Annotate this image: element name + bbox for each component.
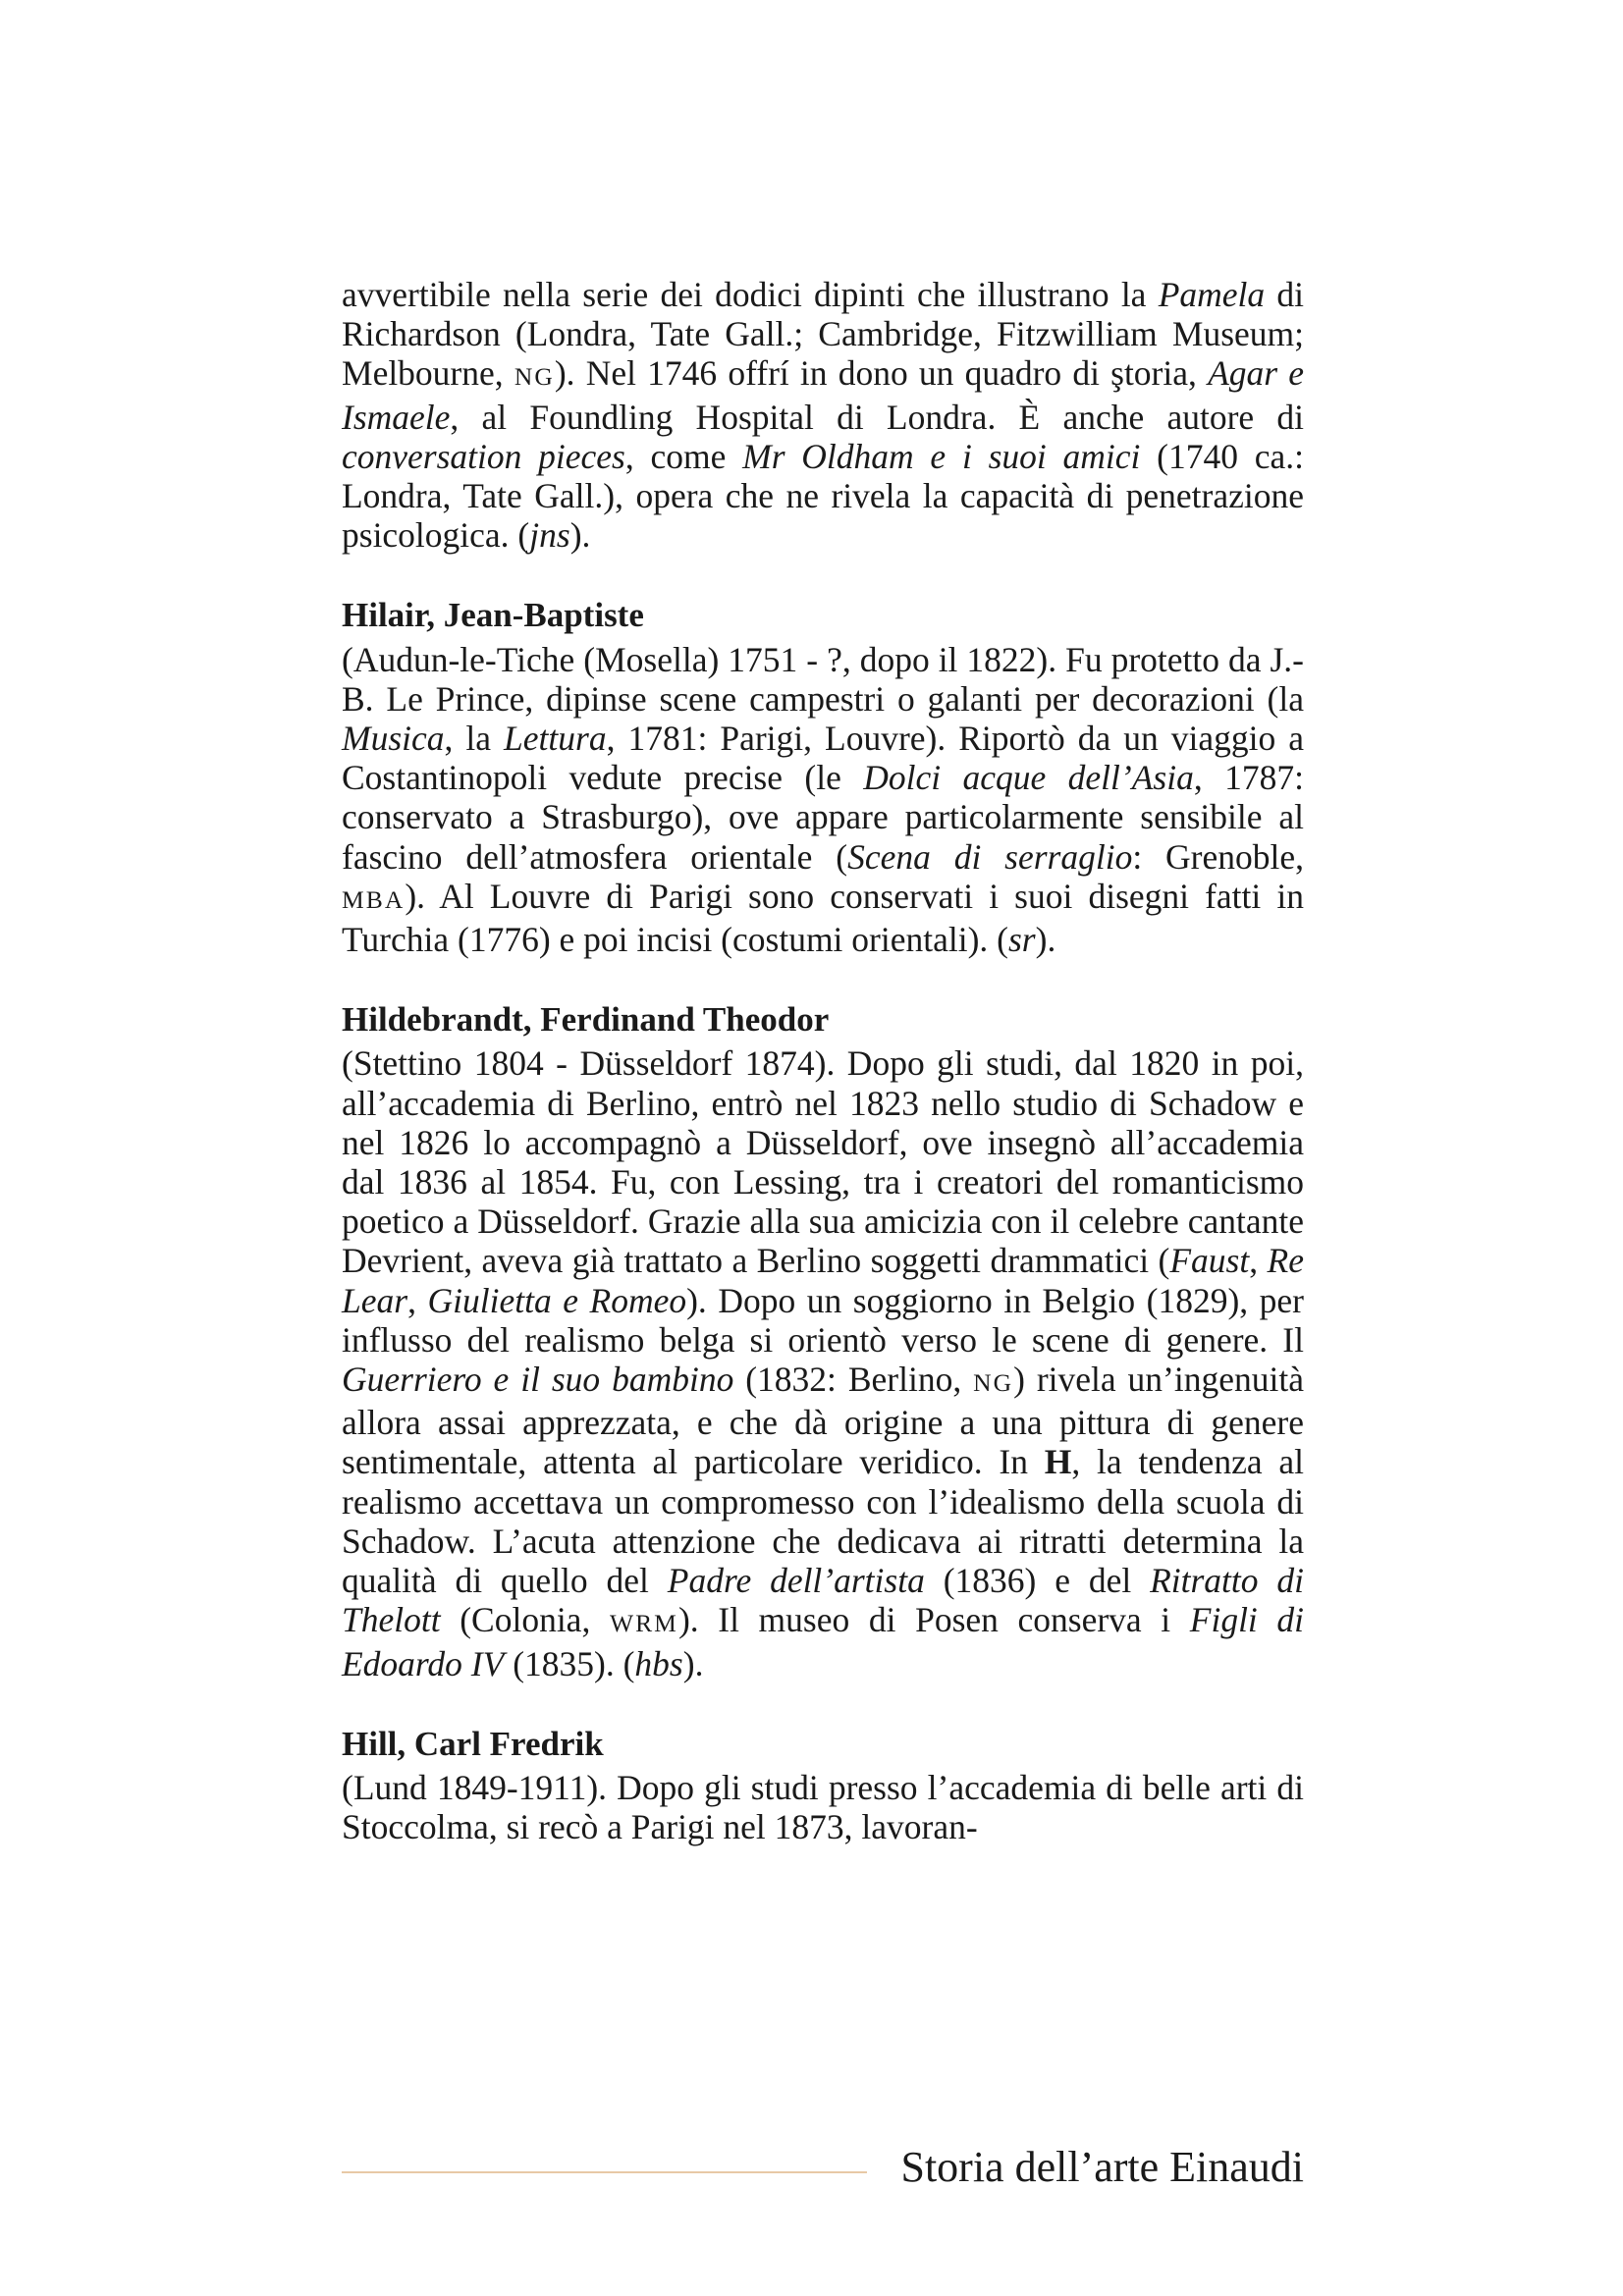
italic-run: Musica xyxy=(342,719,445,759)
italic-run: Scena di serraglio xyxy=(847,836,1133,877)
italic-run: Agar e Ismaele xyxy=(342,353,1304,437)
text-run: ). xyxy=(569,515,591,556)
smallcaps-abbrev: MBA xyxy=(342,884,406,914)
italic-run: Re Lear xyxy=(342,1241,1304,1320)
text-run: (Audun-le-Tiche (Mosella) 1751 - ?, dopo il 1822). Fu protetto da J.-B. Le Prince, dipinse scene campestri o galanti per decorazioni (la xyxy=(342,639,1304,719)
entry-hildebrandt xyxy=(342,1000,1304,1682)
text-run: ) rivela un’ingenuità allora assai apprezzata, e che dà origine a una pittura di genere sentimentale, attenta al particolare veridico. In xyxy=(342,1360,1304,1482)
text-run: ). Al Louvre di Parigi sono conservati i suoi disegni fatti in Turchia (1776) e poi incisi (costumi orientali). ( xyxy=(342,876,1304,960)
text-run: , xyxy=(1249,1241,1268,1281)
italic-run: Dolci acque dell’Asia xyxy=(863,758,1194,798)
text-run: , 1787: conservato a Strasburgo), ove appare particolarmente sensibile al fascino dell’atmosfera orientale ( xyxy=(342,758,1304,877)
text-run: ). Dopo un soggiorno in Belgio (1829), per influsso del realismo belga si orientò verso le scene di genere. Il xyxy=(342,1280,1304,1360)
intro-paragraph xyxy=(342,275,1304,555)
bold-run: H xyxy=(1044,1442,1072,1482)
italic-run: Mr Oldham e i suoi amici xyxy=(742,436,1141,476)
text-run: ). Nel 1746 offrí in dono un quadro di ştoria, xyxy=(554,353,1209,394)
page-body xyxy=(342,275,1304,1846)
entry-text xyxy=(342,1043,1304,1682)
footer-title: Storia dell’arte Einaudi xyxy=(900,2143,1304,2191)
text-run: , la tendenza al realismo accettava un compromesso con l’idealismo della scuola di Schadow. L’acuta attenzione che dedicava ai ritratti determina la qualità di quello del xyxy=(342,1442,1304,1601)
text-run: : Grenoble, xyxy=(1132,836,1304,877)
text-run: , al Foundling Hospital di Londra. È anche autore di xyxy=(450,397,1304,437)
italic-run: Ritratto di Thelott xyxy=(342,1561,1304,1640)
text-run: (1740 ca.: Londra, Tate Gall.), opera che ne rivela la capacità di penetrazione psicologica. ( xyxy=(342,436,1304,556)
smallcaps-abbrev: NG xyxy=(514,362,555,392)
entry-hill xyxy=(342,1725,1304,1847)
smallcaps-abbrev: NG xyxy=(973,1368,1014,1398)
text-run: ). xyxy=(682,1643,704,1683)
entry-hilair xyxy=(342,596,1304,959)
entry-heading: Hilair, Jean-Baptiste xyxy=(342,596,644,635)
text-run: avvertibile nella serie dei dodici dipinti che illustrano la xyxy=(342,275,1159,314)
text-run: , come xyxy=(624,436,743,476)
italic-run: conversation pieces xyxy=(342,436,625,476)
text-run: (Lund 1849-1911). Dopo gli studi presso l’accademia di belle arti di Stoccolma, si recò a Parigi nel 1873, lavoran- xyxy=(342,1767,1304,1847)
italic-run: Faust xyxy=(1169,1241,1250,1281)
text-run: , 1781: Parigi, Louvre). Riportò da un viaggio a Costantinopoli vedute precise (le xyxy=(342,719,1304,798)
italic-run: Padre dell’artista xyxy=(667,1561,925,1601)
text-run: ). Il museo di Posen conserva i xyxy=(677,1600,1190,1640)
italic-run: Lettura xyxy=(504,719,607,759)
italic-run: sr xyxy=(1007,920,1036,960)
text-run: di Richardson (Londra, Tate Gall.; Cambridge, Fitzwilliam Museum; Melbourne, xyxy=(342,275,1304,394)
entry-text xyxy=(342,1768,1304,1846)
entry-text xyxy=(342,640,1304,960)
italic-run: hbs xyxy=(634,1643,683,1683)
text-run: ). xyxy=(1035,920,1056,960)
text-run: , xyxy=(407,1280,428,1320)
italic-run: jns xyxy=(529,515,570,556)
italic-run: Guerriero e il suo bambino xyxy=(342,1360,734,1400)
text-run: (1836) e del xyxy=(924,1561,1151,1601)
text-run: (Stettino 1804 - Düsseldorf 1874). Dopo gli studi, dal 1820 in poi, all’accademia di Berlino, entrò nel 1823 nello studio di Schadow e nel 1826 lo accompagnò a Düsseldorf, ove insegnò all’accademia dal 1836 al 1854. Fu, con Lessing, tra i creatori del romanticismo poetico a Düsseldorf. Grazie alla sua amicizia con il celebre cantante Devrient, aveva già trattato a Berlino soggetti drammatici ( xyxy=(342,1043,1304,1281)
entry-heading: Hildebrandt, Ferdinand Theodor xyxy=(342,1000,830,1040)
footer-rule xyxy=(342,2171,867,2173)
italic-run: Figli di Edoardo IV xyxy=(342,1600,1305,1683)
text-run: (1832: Berlino, xyxy=(733,1360,974,1400)
italic-run: Giulietta e Romeo xyxy=(427,1280,687,1320)
italic-run: Pamela xyxy=(1158,275,1266,314)
text-run: , la xyxy=(444,719,505,759)
text-run: (Colonia, xyxy=(440,1600,610,1640)
smallcaps-abbrev: WRM xyxy=(609,1609,678,1638)
text-run: (1835). ( xyxy=(504,1643,635,1683)
entry-heading: Hill, Carl Fredrik xyxy=(342,1724,604,1763)
